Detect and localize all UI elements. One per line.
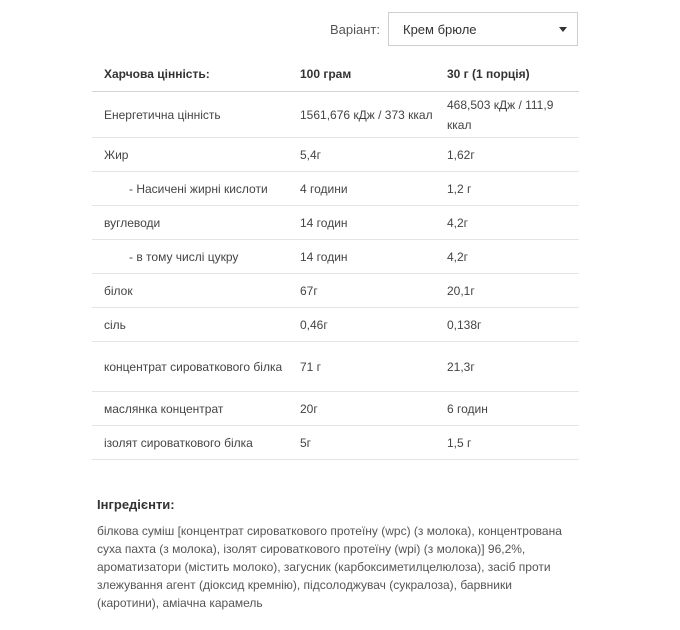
row-per100: 20г [288,392,435,426]
table-row [92,308,579,342]
row-per100: 5,4г [288,138,435,172]
table-row [92,138,579,172]
table-row [92,392,579,426]
table-row [92,172,579,206]
table-row [92,342,579,392]
header-nutrition: Харчова цінність: [92,57,288,92]
row-name: концентрат сироваткового білка [92,342,288,392]
row-per100: 1561,676 кДж / 373 ккал [288,92,435,138]
ingredients-title: Інгредієнти: [97,497,175,512]
row-name: білок [92,274,288,308]
row-per-serving: 1,62г [435,138,579,172]
row-per-serving: 1,2 г [435,172,579,206]
row-per100: 71 г [288,342,435,392]
row-name: маслянка концентрат [92,392,288,426]
table-row [92,426,579,460]
row-name: сіль [92,308,288,342]
row-per-serving: 468,503 кДж / 111,9 ккал [435,92,579,138]
row-per-serving: 20,1г [435,274,579,308]
variant-selector-row [330,12,578,46]
header-per-100g: 100 грам [288,57,435,92]
chevron-down-icon [559,27,567,32]
table-header-row [92,57,579,92]
variant-label: Варіант: [330,21,380,37]
row-per-serving: 4,2г [435,240,579,274]
row-name: ізолят сироваткового білка [92,426,288,460]
row-per100: 0,46г [288,308,435,342]
row-per-serving: 0,138г [435,308,579,342]
row-per-serving: 21,3г [435,342,579,392]
header-per-serving: 30 г (1 порція) [435,57,579,92]
row-name: вуглеводи [92,206,288,240]
nutrition-table [92,57,579,460]
row-name: Жир [92,138,288,172]
row-per100: 5г [288,426,435,460]
row-name: Енергетична цінність [92,92,288,138]
row-per100: 14 годин [288,206,435,240]
row-per-serving: 6 годин [435,392,579,426]
row-per100: 14 годин [288,240,435,274]
variant-dropdown[interactable] [388,12,578,46]
row-name: - Насичені жирні кислоти [92,172,288,206]
row-per100: 4 години [288,172,435,206]
table-row [92,206,579,240]
variant-selected-value: Крем брюле [403,21,477,37]
table-row [92,274,579,308]
table-row [92,240,579,274]
row-name: - в тому числі цукру [92,240,288,274]
row-per100: 67г [288,274,435,308]
row-per-serving: 4,2г [435,206,579,240]
table-row [92,92,579,138]
row-per-serving: 1,5 г [435,426,579,460]
ingredients-text: білкова суміш [концентрат сироваткового протеїну (wpc) (з молока), концентрована суха пахта (з молока), ізолят сироваткового протеїну (wpi) (з молока)] 96,2%, ароматизатори (містить молоко), загусник (карбоксиметилцелюлоза), засіб проти злежування агент (діоксид кремнію), підсолоджувач (сукралоза), барвники (каротини), аміачна карамель [97,524,562,610]
